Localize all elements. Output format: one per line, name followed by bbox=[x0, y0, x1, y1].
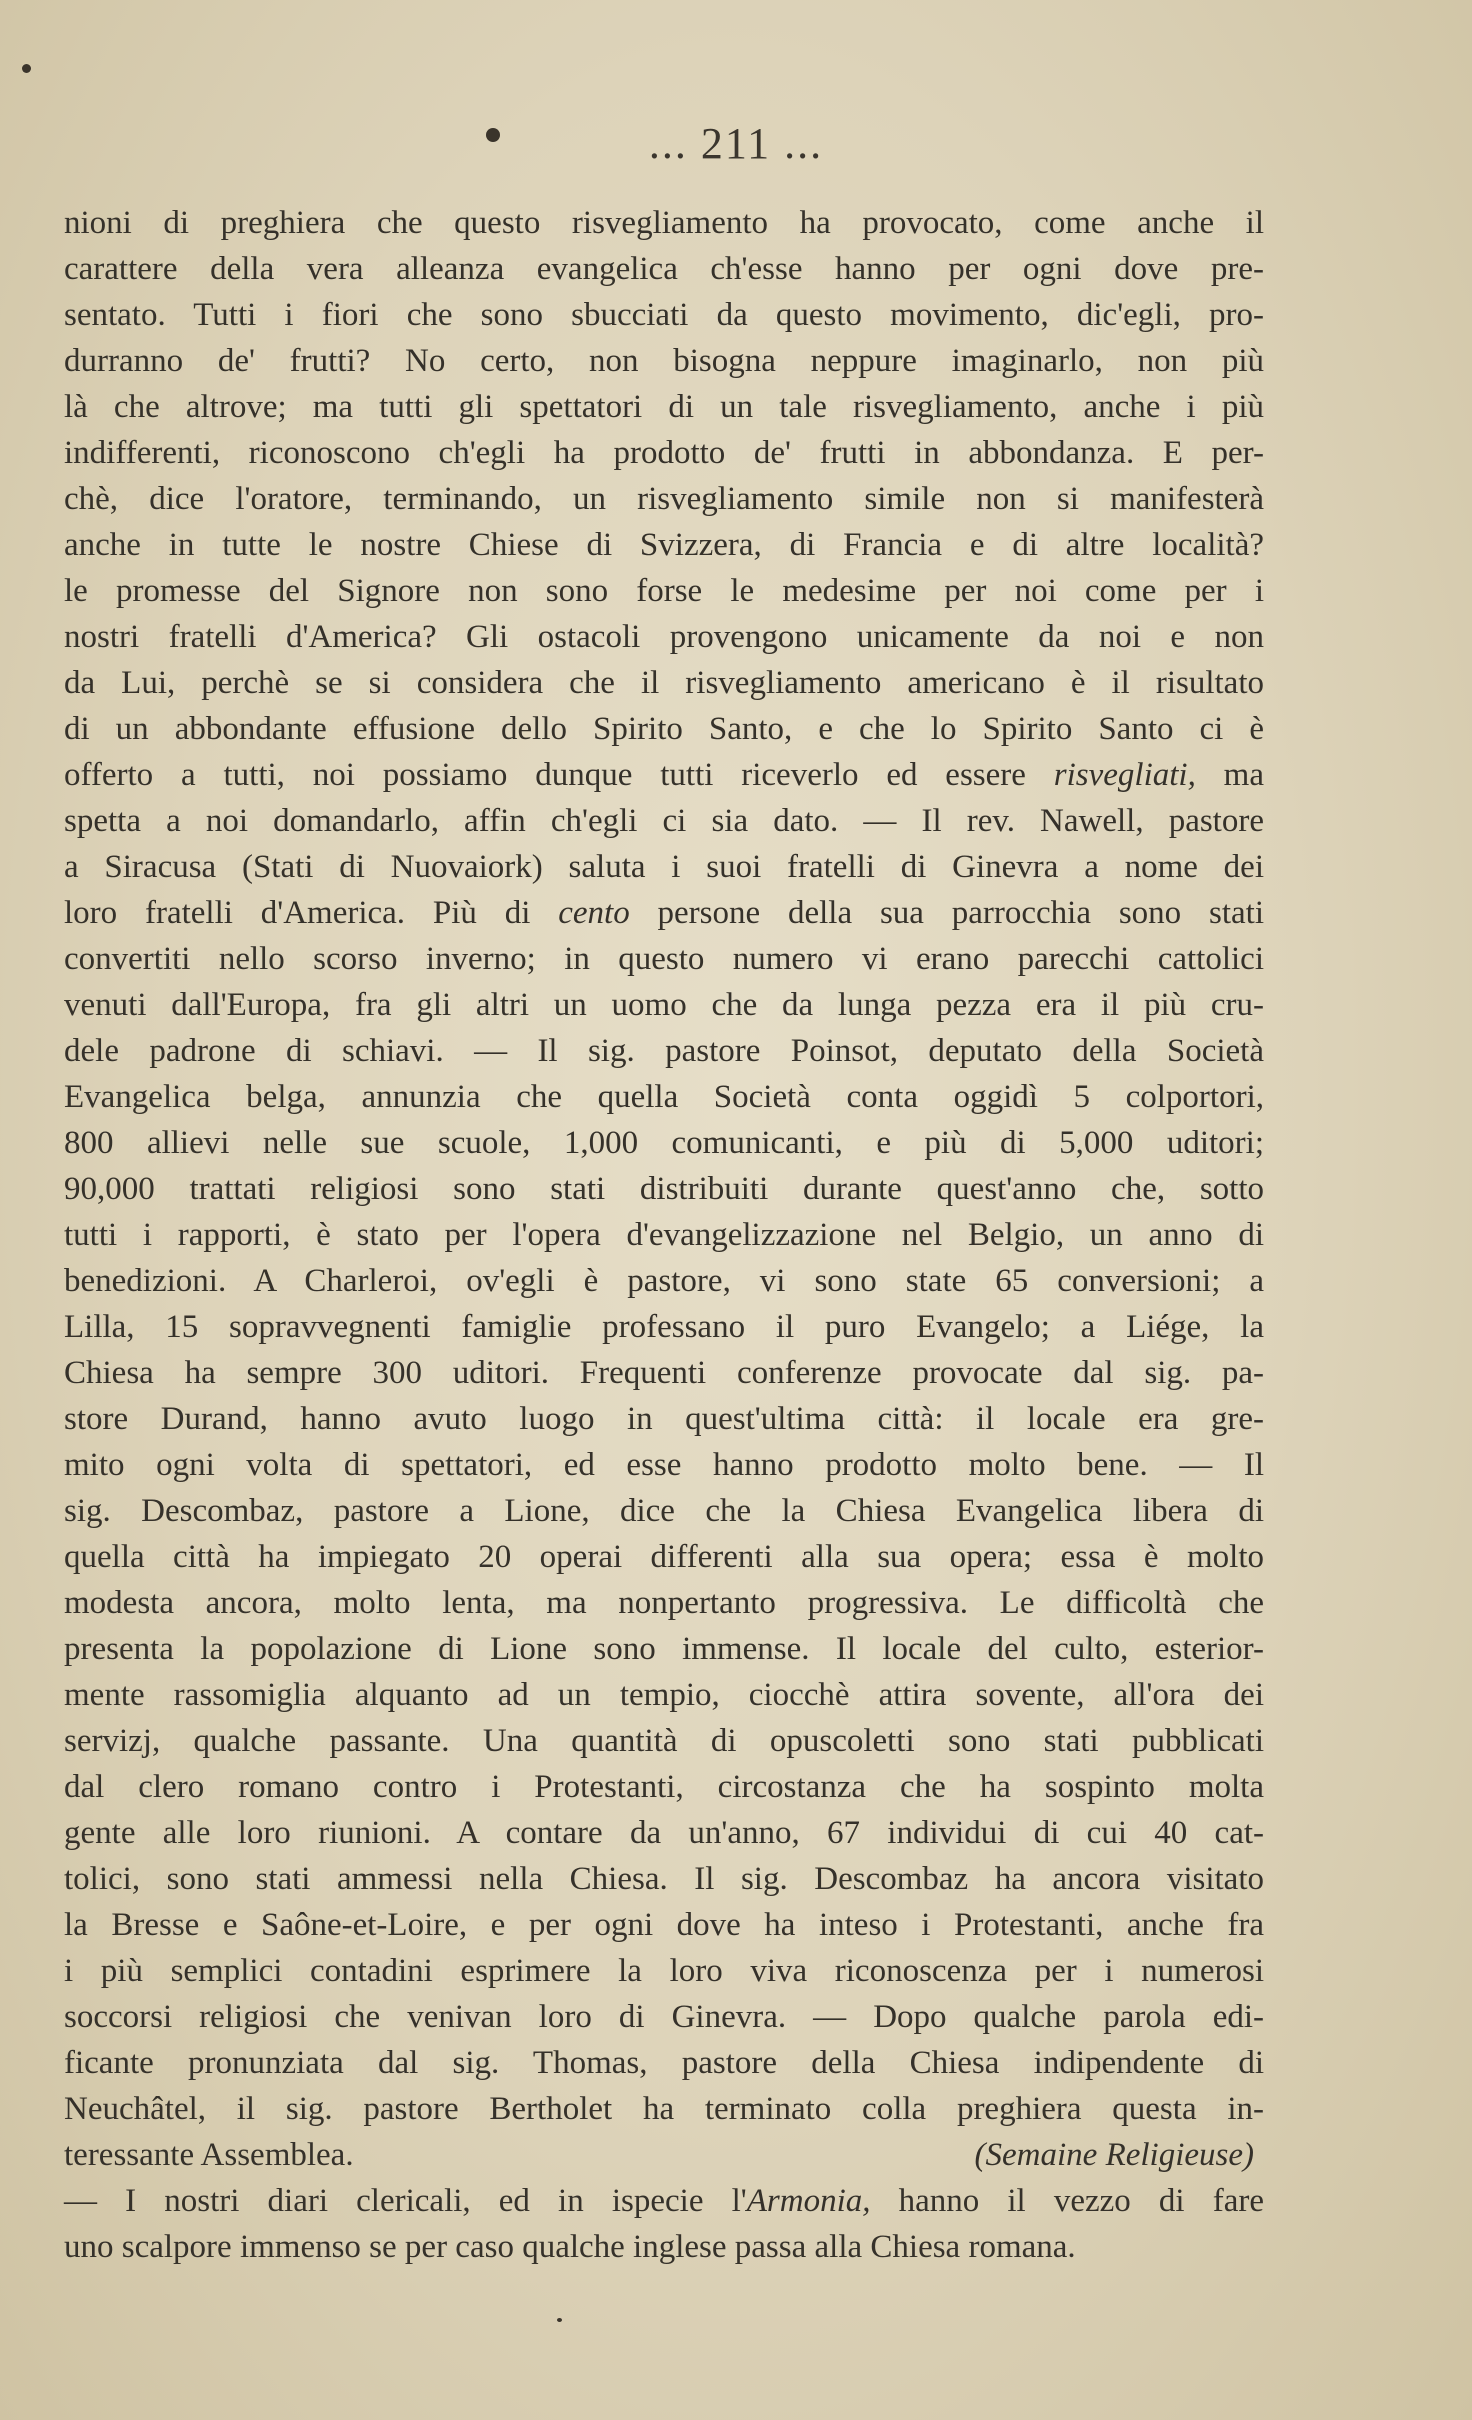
text-line: le promesse del Signore non sono forse le medesime per noi come per i bbox=[64, 573, 1264, 609]
italic-word: cento bbox=[558, 895, 630, 931]
text-segment: hanno il vezzo di fare bbox=[870, 2183, 1264, 2219]
text-line: nioni di preghiera che questo risvegliamento ha provocato, come anche il bbox=[64, 205, 1264, 241]
text-line: durranno de' frutti? No certo, non bisogna neppure imaginarlo, non più bbox=[64, 343, 1264, 379]
text-line: mito ogni volta di spettatori, ed esse hanno prodotto molto bene. — Il bbox=[64, 1447, 1264, 1483]
text-line: venuti dall'Europa, fra gli altri un uomo che da lunga pezza era il più cru- bbox=[64, 987, 1264, 1023]
text-line: Neuchâtel, il sig. pastore Bertholet ha terminato colla preghiera questa in- bbox=[64, 2091, 1264, 2127]
text-line: 90,000 trattati religiosi sono stati distribuiti durante quest'anno che, sotto bbox=[64, 1171, 1264, 1207]
text-line bbox=[64, 2132, 1264, 2178]
ink-speck bbox=[557, 2318, 562, 2322]
text-line: a Siracusa (Stati di Nuovaiork) saluta i suoi fratelli di Ginevra a nome dei bbox=[64, 849, 1264, 885]
text-segment: offerto a tutti, noi possiamo dunque tutti riceverlo ed essere bbox=[64, 757, 1054, 793]
text-line: da Lui, perchè se si considera che il risvegliamento americano è il risultato bbox=[64, 665, 1264, 701]
text-line: presenta la popolazione di Lione sono immense. Il locale del culto, esterior- bbox=[64, 1631, 1264, 1667]
text-segment: ma bbox=[1195, 757, 1264, 793]
text-line: dal clero romano contro i Protestanti, circostanza che ha sospinto molta bbox=[64, 1769, 1264, 1805]
text-line: benedizioni. A Charleroi, ov'egli è pastore, vi sono state 65 conversioni; a bbox=[64, 1263, 1264, 1299]
text-line bbox=[64, 2178, 1264, 2224]
text-segment: persone della sua parrocchia sono stati bbox=[629, 895, 1264, 931]
text-line: ficante pronunziata dal sig. Thomas, pastore della Chiesa indipendente di bbox=[64, 2045, 1264, 2081]
text-line: tolici, sono stati ammessi nella Chiesa. Il sig. Descombaz ha ancora visitato bbox=[64, 1861, 1264, 1897]
text-segment: — I nostri diari clericali, ed in ispecie l' bbox=[64, 2183, 747, 2219]
text-line: indifferenti, riconoscono ch'egli ha prodotto de' frutti in abbondanza. E per- bbox=[64, 435, 1264, 471]
page-number: ... 211 ... bbox=[648, 119, 824, 168]
text-line bbox=[64, 752, 1264, 798]
text-segment: loro fratelli d'America. Più di bbox=[64, 895, 559, 931]
text-line: gente alle loro riunioni. A contare da un'anno, 67 individui di cui 40 cat- bbox=[64, 1815, 1264, 1851]
text-line: nostri fratelli d'America? Gli ostacoli provengono unicamente da noi e non bbox=[64, 619, 1264, 655]
text-line: uno scalpore immenso se per caso qualche inglese passa alla Chiesa romana. bbox=[64, 2229, 1076, 2265]
ink-speck bbox=[22, 64, 31, 73]
italic-word: Armonia, bbox=[746, 2183, 871, 2219]
text-line: Lilla, 15 sopravvegnenti famiglie professano il puro Evangelo; a Liége, la bbox=[64, 1309, 1264, 1345]
text-line: modesta ancora, molto lenta, ma nonpertanto progressiva. Le difficoltà che bbox=[64, 1585, 1264, 1621]
text-line: sentato. Tutti i fiori che sono sbucciati da questo movimento, dic'egli, pro- bbox=[64, 297, 1264, 333]
text-line: quella città ha impiegato 20 operai differenti alla sua opera; essa è molto bbox=[64, 1539, 1264, 1575]
body-text bbox=[64, 200, 1264, 2270]
text-line: Evangelica belga, annunzia che quella Società conta oggidì 5 colportori, bbox=[64, 1079, 1264, 1115]
text-line: di un abbondante effusione dello Spirito Santo, e che lo Spirito Santo ci è bbox=[64, 711, 1264, 747]
text-line: là che altrove; ma tutti gli spettatori di un tale risvegliamento, anche i più bbox=[64, 389, 1264, 425]
text-line: anche in tutte le nostre Chiese di Svizzera, di Francia e di altre località? bbox=[64, 527, 1264, 563]
text-line: tutti i rapporti, è stato per l'opera d'evangelizzazione nel Belgio, un anno di bbox=[64, 1217, 1264, 1253]
text-line bbox=[64, 890, 1264, 936]
source-credit: (Semaine Religieuse) bbox=[974, 2137, 1254, 2173]
text-line: chè, dice l'oratore, terminando, un risvegliamento simile non si manifesterà bbox=[64, 481, 1264, 517]
text-line: la Bresse e Saône-et-Loire, e per ogni dove ha inteso i Protestanti, anche fra bbox=[64, 1907, 1264, 1943]
text-line: 800 allievi nelle sue scuole, 1,000 comunicanti, e più di 5,000 uditori; bbox=[64, 1125, 1264, 1161]
text-line: sig. Descombaz, pastore a Lione, dice che la Chiesa Evangelica libera di bbox=[64, 1493, 1264, 1529]
text-line: store Durand, hanno avuto luogo in quest'ultima città: il locale era gre- bbox=[64, 1401, 1264, 1437]
text-line: convertiti nello scorso inverno; in questo numero vi erano parecchi cattolici bbox=[64, 941, 1264, 977]
text-line: dele padrone di schiavi. — Il sig. pastore Poinsot, deputato della Società bbox=[64, 1033, 1264, 1069]
text-line: servizj, qualche passante. Una quantità di opuscoletti sono stati pubblicati bbox=[64, 1723, 1264, 1759]
text-line: carattere della vera alleanza evangelica ch'esse hanno per ogni dove pre- bbox=[64, 251, 1264, 287]
text-line: spetta a noi domandarlo, affin ch'egli ci sia dato. — Il rev. Nawell, pastore bbox=[64, 803, 1264, 839]
text-line: soccorsi religiosi che venivan loro di Ginevra. — Dopo qualche parola edi- bbox=[64, 1999, 1264, 2035]
text-line: Chiesa ha sempre 300 uditori. Frequenti conferenze provocate dal sig. pa- bbox=[64, 1355, 1264, 1391]
text-segment: teressante Assemblea. bbox=[64, 2137, 354, 2173]
text-line: mente rassomiglia alquanto ad un tempio, ciocchè attira sovente, all'ora dei bbox=[64, 1677, 1264, 1713]
italic-word: risvegliati, bbox=[1053, 757, 1196, 793]
text-line: i più semplici contadini esprimere la loro viva riconoscenza per i numerosi bbox=[64, 1953, 1264, 1989]
